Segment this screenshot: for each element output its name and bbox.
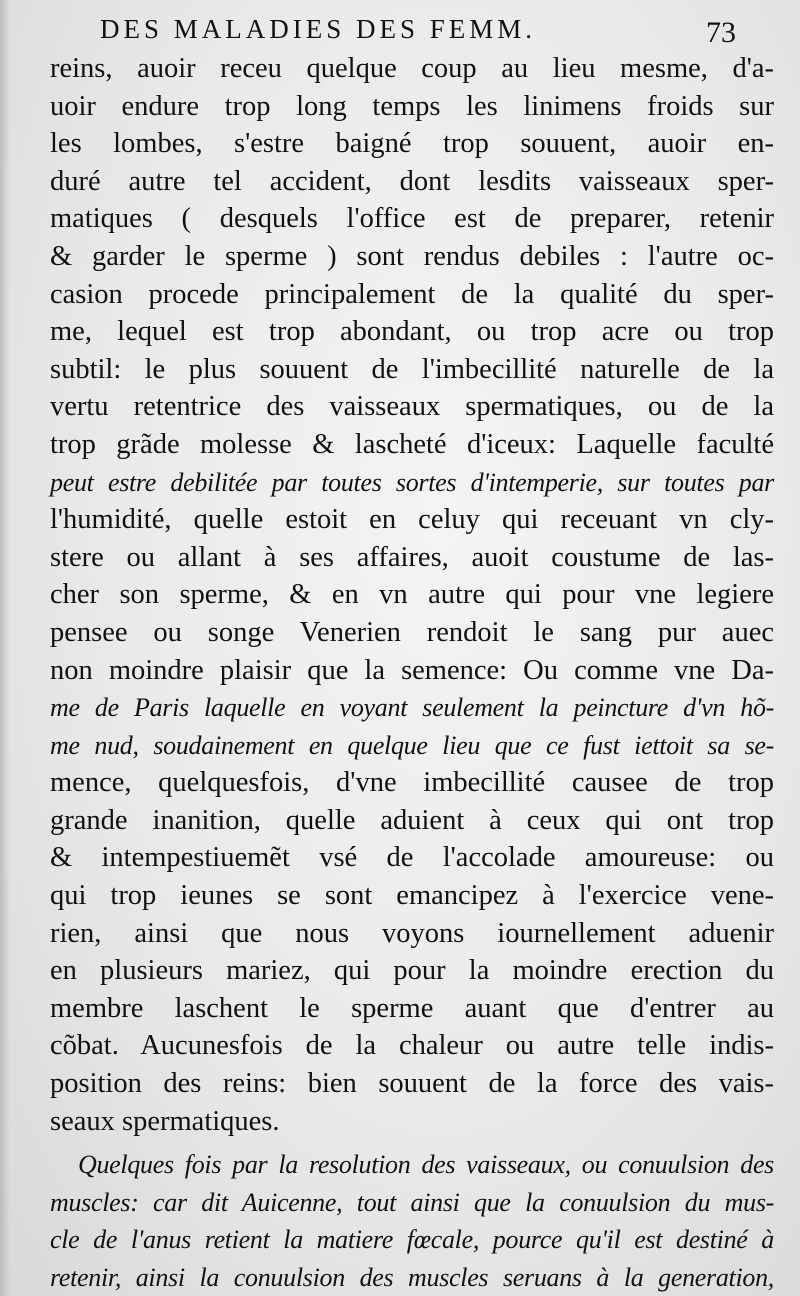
text-line: reins, auoir receu quelque coup au lieu mesme, d'a- [50, 53, 774, 84]
text-line: pensee ou songe Venerien rendoit le sang pur auec [50, 616, 774, 648]
italic-text-line: me nud, soudainement en quelque lieu que ce fust iettoit sa se- [50, 730, 774, 760]
text-line: qui trop ieunes se sont emancipez à l'exercice vene- [50, 880, 774, 912]
italic-text-line: peut estre debilitée par toutes sortes d'intemperie, sur toutes par [50, 467, 774, 497]
text-line: vertu retentrice des vaisseaux spermatiques, ou de la [50, 391, 774, 423]
text-line: seaux spermatiques. [50, 1105, 280, 1137]
italic-paragraph-line: cle de l'anus retient la matiere fœcale, pource qu'il est destiné à [50, 1225, 774, 1255]
italic-text-line: me de Paris laquelle en voyant seulement la peincture d'vn hõ- [50, 693, 774, 723]
text-line: duré autre tel accident, dont lesdits vaisseaux sper- [50, 165, 774, 197]
text-line: l'humidité, quelle estoit en celuy qui receuant vn cly- [50, 504, 774, 536]
body-text [50, 50, 774, 1296]
running-title: DES MALADIES DES FEMM. [100, 14, 537, 44]
text-line: trop grãde molesse & lascheté d'iceux: Laquelle faculté [50, 428, 774, 460]
text-line: matiques ( desquels l'office est de preparer, retenir [50, 203, 774, 235]
text-line: & garder le sperme ) sont rendus debiles : l'autre oc- [50, 240, 774, 272]
text-line: stere ou allant à ses affaires, auoit coustume de las- [50, 541, 774, 573]
text-line: grande inanition, quelle aduient à ceux qui ont trop [50, 804, 774, 836]
italic-paragraph-line: Quelques fois par la resolution des vaisseaux, ou conuulsion des [78, 1150, 774, 1180]
text-line: mence, quelquesfois, d'vne imbecillité causee de trop [50, 767, 774, 799]
text-line: rien, ainsi que nous voyons iournellement aduenir [50, 917, 774, 949]
text-line: non moindre plaisir que la semence: Ou comme vne Da- [50, 654, 774, 686]
text-line: position des reins: bien souuent de la force des vais- [50, 1068, 774, 1100]
text-line: subtil: le plus souuent de l'imbecillité naturelle de la [50, 353, 774, 385]
text-line: & intempestiuemẽt vsé de l'accolade amoureuse: ou [50, 842, 774, 874]
page-gutter-shadow [0, 0, 10, 1296]
text-line: uoir endure trop long temps les linimens froids sur [50, 90, 774, 122]
page-number: 73 [706, 16, 736, 49]
text-line: cõbat. Aucunesfois de la chaleur ou autre telle indis- [50, 1030, 774, 1062]
italic-paragraph-line: retenir, ainsi la conuulsion des muscles seruans à la generation, [50, 1263, 774, 1292]
italic-paragraph-line: muscles: car dit Auicenne, tout ainsi que la conuulsion du mus- [50, 1187, 774, 1217]
text-line: casion procede principalement de la qualité du sper- [50, 278, 774, 310]
text-line: membre laschent le sperme auant que d'entrer au [50, 992, 774, 1024]
text-line: les lombes, s'estre baigné trop souuent, auoir en- [50, 128, 774, 160]
text-line: me, lequel est trop abondant, ou trop acre ou trop [50, 316, 774, 348]
text-line: en plusieurs mariez, qui pour la moindre erection du [50, 955, 774, 987]
text-line: cher son sperme, & en vn autre qui pour vne legiere [50, 579, 774, 611]
